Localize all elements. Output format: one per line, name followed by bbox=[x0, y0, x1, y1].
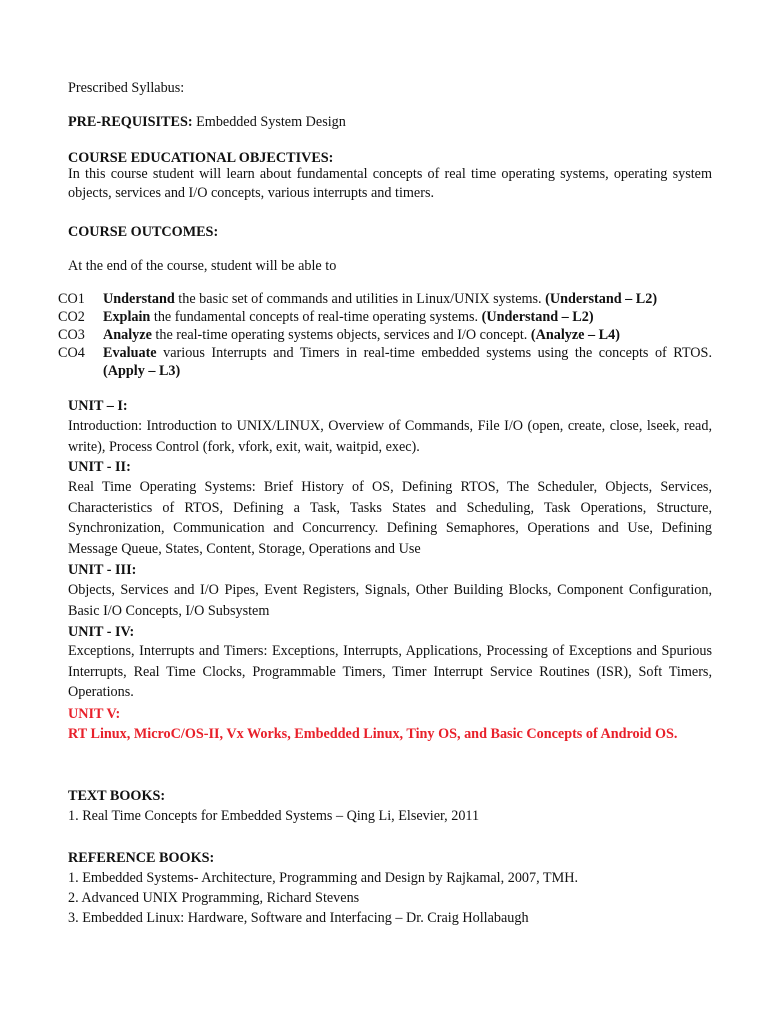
outcome-text: various Interrupts and Timers in real-time embedded systems using the concepts of RTOS. bbox=[156, 345, 712, 361]
outcome-level: (Understand – L2) bbox=[481, 309, 594, 325]
unit-1-title: UNIT – I: bbox=[68, 398, 128, 414]
outcomes-heading: COURSE OUTCOMES: bbox=[68, 224, 219, 240]
outcome-level: (Apply – L3) bbox=[103, 363, 181, 379]
textbook-item: 1. Real Time Concepts for Embedded Systems – Qing Li, Elsevier, 2011 bbox=[68, 808, 480, 824]
objectives-heading: COURSE EDUCATIONAL OBJECTIVES: bbox=[68, 150, 334, 166]
prerequisites-value: Embedded System Design bbox=[196, 114, 346, 130]
outcome-id: CO3 bbox=[58, 327, 85, 343]
unit-4-text: Exceptions, Interrupts and Timers: Exceptions, Interrupts, Applications, Processing of Exceptions and Spurious Interrupts, Real Time Clocks, Programmable Timers, Timer Interrupt Service Routines (ISR), Soft Timers, Operations. bbox=[68, 643, 712, 700]
outcome-level: (Understand – L2) bbox=[545, 291, 658, 307]
outcome-level: (Analyze – L4) bbox=[530, 327, 620, 343]
outcome-text: the real-time operating systems objects, services and I/O concept. bbox=[151, 327, 531, 343]
outcomes-lead: At the end of the course, student will be able to bbox=[68, 258, 337, 274]
unit-3-title: UNIT - III: bbox=[68, 562, 137, 578]
reference-item: 1. Embedded Systems- Architecture, Programming and Design by Rajkamal, 2007, TMH. bbox=[68, 870, 579, 886]
unit-2-text: Real Time Operating Systems: Brief History of OS, Defining RTOS, The Scheduler, Objects, Services, Characteristics of RTOS, Defining a Task, Tasks States and Scheduling, Task Operations, Structure, Synchronization, Communication and Concurrency. Defining Semaphores, Operations and Use, Defining Message Queue, States, Content, Storage, Operations and Use bbox=[68, 479, 712, 557]
outcome-text: the basic set of commands and utilities in Linux/UNIX systems. bbox=[174, 291, 546, 307]
outcome-id: CO2 bbox=[58, 309, 85, 325]
outcome-verb: Explain bbox=[103, 309, 151, 325]
unit-4-title: UNIT - IV: bbox=[68, 624, 135, 640]
outcome-id: CO4 bbox=[58, 345, 85, 361]
outcome-verb: Understand bbox=[103, 291, 175, 307]
outcome-verb: Evaluate bbox=[103, 345, 157, 361]
document-intro: Prescribed Syllabus: bbox=[68, 80, 185, 96]
outcome-id: CO1 bbox=[58, 291, 85, 307]
unit-3-text: Objects, Services and I/O Pipes, Event Registers, Signals, Other Building Blocks, Component Configuration, Basic I/O Concepts, I/O Subsystem bbox=[68, 582, 712, 619]
unit-1-text: Introduction: Introduction to UNIX/LINUX, Overview of Commands, File I/O (open, create, close, lseek, read, write), Process Control (fork, vfork, exit, wait, waitpid, exec). bbox=[68, 418, 712, 455]
reference-item: 3. Embedded Linux: Hardware, Software and Interfacing – Dr. Craig Hollabaugh bbox=[68, 910, 529, 926]
objectives-text: In this course student will learn about fundamental concepts of real time operating systems, operating system objects, services and I/O concepts, various interrupts and timers. bbox=[68, 166, 712, 201]
unit-5-title: UNIT V: bbox=[68, 706, 121, 722]
textbooks-heading: TEXT BOOKS: bbox=[68, 788, 166, 804]
unit-5-text: RT Linux, MicroC/OS-II, Vx Works, Embedded Linux, Tiny OS, and Basic Concepts of Android OS. bbox=[68, 726, 678, 742]
outcome-text: the fundamental concepts of real-time operating systems. bbox=[150, 309, 482, 325]
references-heading: REFERENCE BOOKS: bbox=[68, 850, 215, 866]
unit-2-title: UNIT - II: bbox=[68, 459, 131, 475]
reference-item: 2. Advanced UNIX Programming, Richard Stevens bbox=[68, 890, 360, 906]
outcome-verb: Analyze bbox=[103, 327, 152, 343]
prerequisites bbox=[68, 113, 346, 131]
prerequisites-label: PRE-REQUISITES: bbox=[68, 114, 193, 130]
